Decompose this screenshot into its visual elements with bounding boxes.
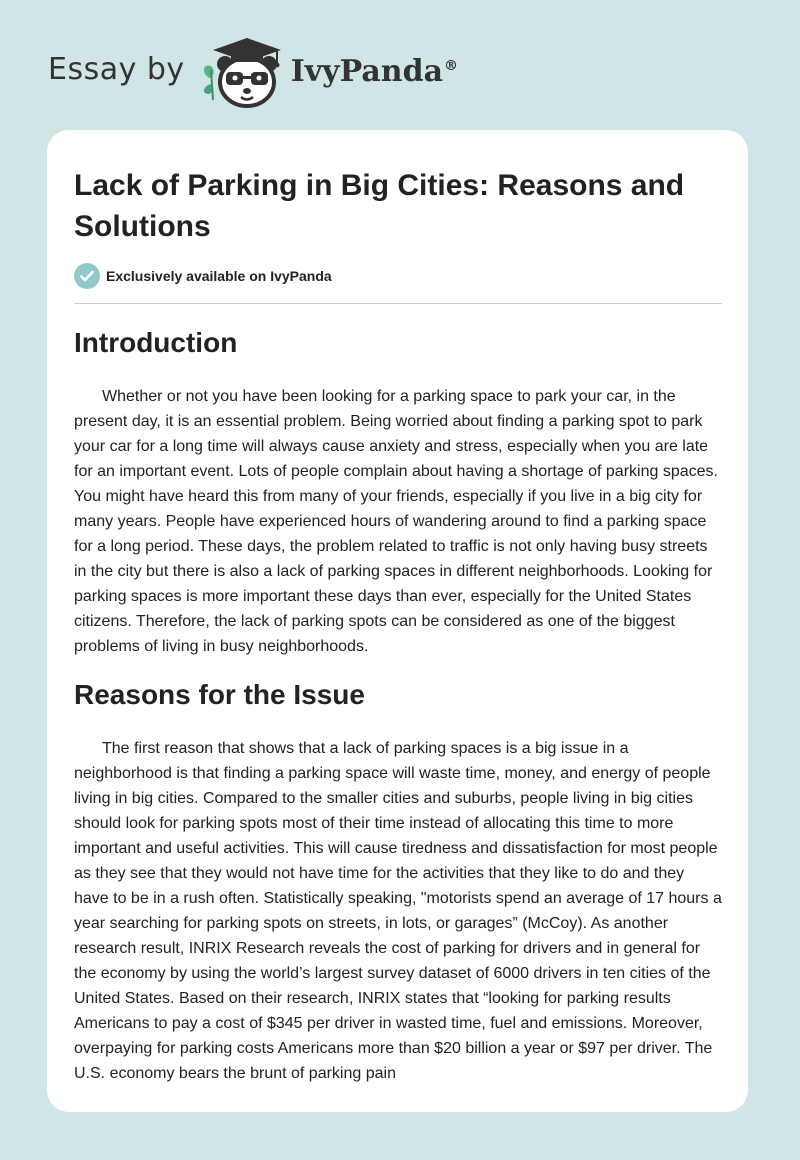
brand-name[interactable] (291, 54, 458, 89)
page-title: Lack of Parking in Big Cities: Reasons and Solutions (74, 169, 685, 243)
section-paragraph-introduction: Whether or not you have been looking for a parking space to park your car, in the present day, it is an essential problem. Being worried about finding a parking spot to park your car for a long time will always cause anxiety and stress, especially when you are late for an important event. Lots of people complain about having a shortage of parking spaces. You might have heard this from many of your friends, especially if you live in a big city for many years. People have experienced hours of wandering around to find a parking space for a long period. These days, the problem related to traffic is not only having busy streets in the city but there is also a lack of parking spaces in different neighborhoods. Looking for parking spaces is more important these days than ever, especially for the United States citizens. Therefore, the lack of parking spots can be considered as one of the biggest problems of living in busy neighborhoods. (74, 388, 718, 655)
exclusive-label: Exclusively available on IvyPanda (106, 268, 332, 284)
section-heading-introduction: Introduction (74, 327, 238, 358)
exclusive-badge (74, 263, 332, 289)
essay-card (47, 130, 748, 1112)
essay-by-label: Essay by (48, 51, 185, 87)
divider (74, 303, 722, 304)
check-icon (74, 263, 100, 289)
section-heading-reasons: Reasons for the Issue (74, 679, 365, 710)
registered-mark: ® (444, 57, 459, 74)
site-header (48, 34, 458, 110)
panda-logo-icon[interactable] (199, 34, 291, 110)
section-paragraph-reasons: The first reason that shows that a lack of parking spaces is a big issue in a neighborhood is that finding a parking space will waste time, money, and energy of people living in big cities. Compared to the smaller cities and suburbs, people living in big cities should look for parking spots most of their time instead of allocating this time to more important and useful activities. This will cause tiredness and dissatisfaction for most people as they see that they would not have time for the activities that they like to do and they have to be in a rush often. Statistically speaking, "motorists spend an average of 17 hours a year searching for parking spots on streets, in lots, or garages” (McCoy). As another research result, INRIX Research reveals the cost of parking for drivers and in general for the economy by using the world’s largest survey dataset of 6000 drivers in ten cities of the United States. Based on their research, INRIX states that “looking for parking results Americans to pay a cost of $345 per driver in wasted time, fuel and emissions. Moreover, overpaying for parking costs Americans more than $20 billion a year or $97 per driver. The U.S. economy bears the brunt of parking pain (74, 740, 722, 1082)
brand-text: IvyPanda (290, 53, 444, 89)
